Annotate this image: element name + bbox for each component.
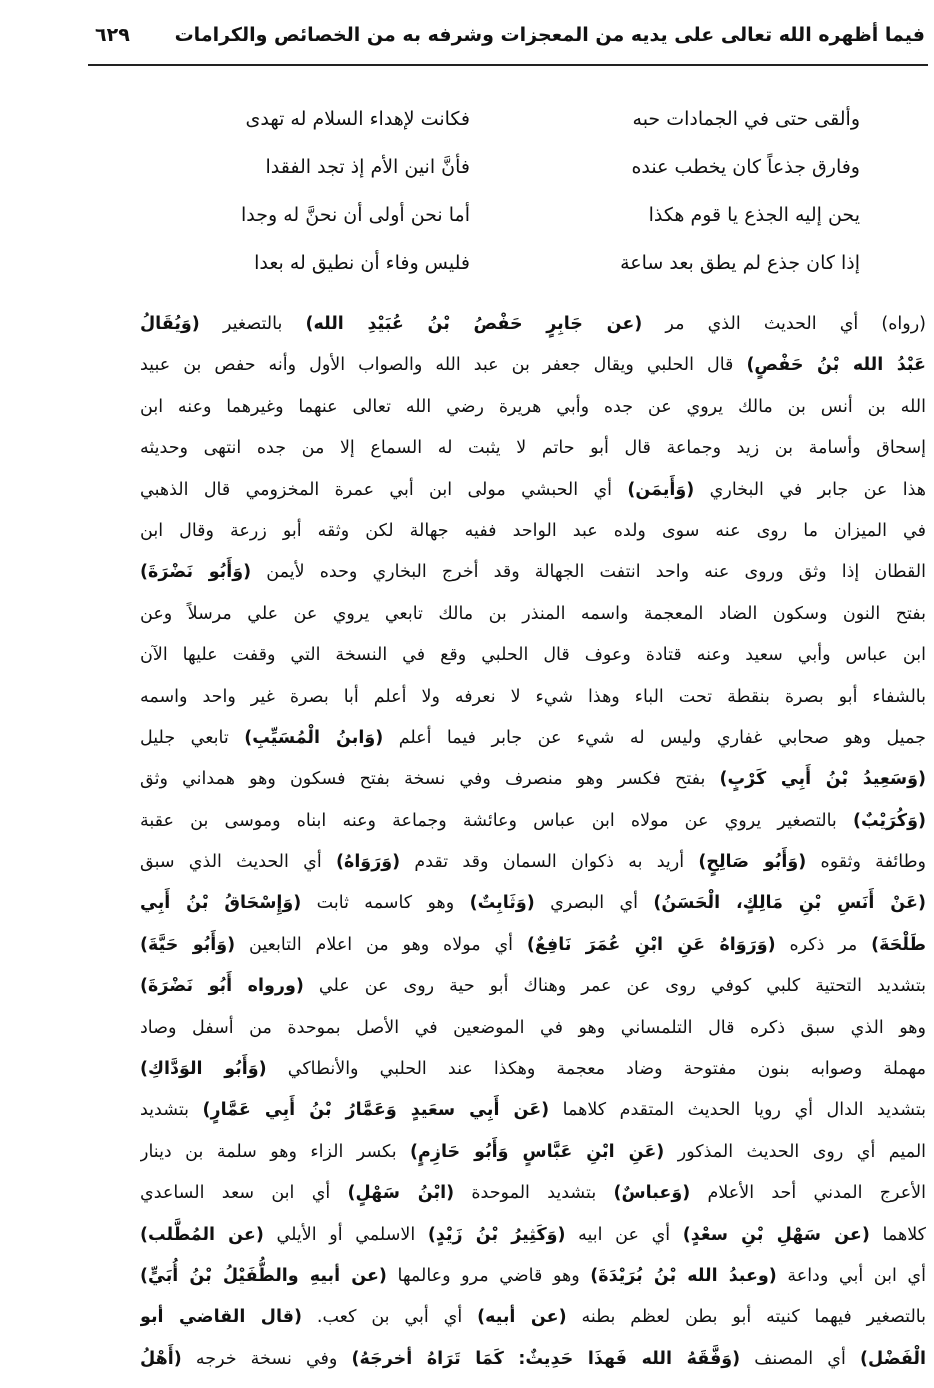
commentary-text: قال الحلبي ويقال جعفر بن عبد الله والصواب الأول وأنه حفص بن عبيد bbox=[140, 355, 747, 376]
text-line bbox=[140, 594, 926, 635]
verse-hemistich-right: وفارق جذعاً كان يخطب عنده bbox=[631, 156, 860, 178]
commentary-text: وهو كاسمه ثابت bbox=[301, 893, 470, 914]
verse-row bbox=[140, 252, 860, 300]
quoted-matn-text: (وعبدُ الله بْنُ بُرَيْدَةَ) bbox=[590, 1265, 777, 1286]
text-line bbox=[140, 883, 926, 924]
text-line bbox=[140, 759, 926, 800]
quoted-matn-text: (وَإِسْحَاقُ بْنُ أَبِي bbox=[140, 893, 302, 914]
commentary-text: في الميزان ما روى عنه سوى ولده عبد الواحد ففيه جهالة لكن وثقه أبو زرعة وقال ابن bbox=[140, 520, 926, 541]
commentary-text: بتشديد bbox=[140, 1100, 203, 1121]
commentary-text: أي الحديث الذي سبق bbox=[140, 852, 336, 873]
quoted-matn-text: طَلْحَةَ) bbox=[871, 934, 926, 955]
commentary-text: تابعي جليل bbox=[140, 727, 245, 748]
quoted-matn-text: (وَفَّقَهُ الله فَهذَا حَدِيثٌ: كَمَا تَرَاهُ أخرجَهُ) bbox=[351, 1348, 741, 1369]
quoted-matn-text: (قال القاضي أبو bbox=[140, 1307, 302, 1328]
text-line bbox=[140, 345, 926, 386]
quoted-matn-text: (عن المُطَّلب) bbox=[140, 1224, 264, 1245]
quoted-matn-text: (عَنِ ابْنِ عَبَّاسٍ وَأَبُو حَازِمٍ) bbox=[410, 1141, 665, 1162]
verse-row bbox=[140, 204, 860, 252]
quoted-matn-text: (عن سَهْلِ بْنِ سعْدٍ) bbox=[682, 1224, 870, 1245]
quoted-matn-text: (وَأَبُو صَالِحٍ) bbox=[698, 852, 807, 873]
text-line bbox=[140, 925, 926, 966]
text-line bbox=[140, 842, 926, 883]
body-text bbox=[140, 304, 926, 1380]
commentary-text: بفتح النون وسكون الضاد المعجمة واسمه المنذر بن مالك تابعي يروي عن علي مرسلاً وعن bbox=[140, 603, 926, 624]
text-line bbox=[140, 801, 926, 842]
quoted-matn-text: عَبْدُ الله بْنُ حَفْصٍ) bbox=[746, 355, 926, 376]
commentary-text: وطائفة وثقوه bbox=[806, 852, 926, 873]
verse-hemistich-left: فكانت لإهداء السلام له تهدى bbox=[245, 108, 470, 130]
quoted-matn-text: الْفَضْل) bbox=[859, 1348, 926, 1369]
commentary-text: بتشديد التحتية كلبي كوفي روى عن عمر وهناك أبو حية روى عن علي bbox=[303, 976, 926, 997]
text-line bbox=[140, 1132, 926, 1173]
commentary-text: مهملة وصوابه بنون مفتوحة وضاد معجمة وهكذا عند الحلبي والأنطاكي bbox=[266, 1059, 926, 1080]
commentary-text: القطان إذا وثق وروى عنه واحد انتفت الجهالة وقد أخرج البخاري وحده لأيمن bbox=[251, 562, 926, 583]
commentary-text: بالتصغير bbox=[199, 314, 306, 334]
commentary-text: مر ذكره bbox=[775, 934, 872, 955]
commentary-text: إسحاق وأسامة بن زيد وجماعة قال أبو حاتم لا يثبت له السماع إلا من جده انتهى وحديثه bbox=[140, 438, 926, 459]
commentary-text: أي مولاه وهو من اعلام التابعين bbox=[235, 934, 527, 955]
quoted-matn-text: (وَأَبُو الوَدَّاكِ) bbox=[140, 1059, 267, 1080]
commentary-text: جميل وهو صحابي غفاري وليس له شيء عن جابر فيما أعلم bbox=[383, 727, 926, 748]
quoted-matn-text: (ابْنُ سَهْلٍ) bbox=[347, 1183, 455, 1204]
text-line bbox=[140, 1173, 926, 1214]
verse-hemistich-left: أما نحن أولى أن نحنَّ له وجدا bbox=[241, 204, 470, 226]
text-line bbox=[140, 428, 926, 469]
commentary-text: أي البصري bbox=[534, 893, 654, 914]
commentary-text: أي عن ابيه bbox=[565, 1224, 683, 1245]
commentary-text: أي أبي بن كعب. bbox=[301, 1307, 478, 1328]
commentary-text: أي ابن سعد الساعدي bbox=[140, 1183, 348, 1204]
commentary-text: بالتصغير فيهما كنيته أبو بطن لعظم بطنه bbox=[566, 1307, 926, 1328]
text-line bbox=[140, 635, 926, 676]
commentary-text: وهو قاضي مرو وعالمها bbox=[386, 1265, 591, 1286]
commentary-text: هذا عن جابر في البخاري bbox=[694, 479, 926, 500]
verse-hemistich-right: إذا كان جذع لم يطق بعد ساعة bbox=[620, 252, 860, 274]
text-line bbox=[140, 1297, 926, 1338]
text-line bbox=[140, 470, 926, 511]
commentary-text: بفتح فكسر وهو منصرف وفي نسخة بفتح فسكون وهو همداني وثق bbox=[140, 769, 720, 790]
quoted-matn-text: (وَسَعِيدُ بْنُ أَبِي كَرْبٍ) bbox=[719, 769, 926, 790]
quoted-matn-text: (أَهْلُ bbox=[140, 1348, 182, 1369]
text-line bbox=[140, 966, 926, 1007]
text-line bbox=[140, 1339, 926, 1380]
quoted-matn-text: (عَنْ أَنَسِ بْنِ مَالِكٍ، الْحَسَنُ) bbox=[653, 893, 926, 914]
commentary-text: بكسر الزاء وهو سلمة بن دينار bbox=[140, 1141, 411, 1162]
commentary-text: أي الحبشي مولى ابن أبي عمرة المخزومي قال الذهبي bbox=[140, 479, 628, 500]
running-header-title: فيما أظهره الله تعالى على يديه من المعجزات وشرفه به من الخصائص والكرامات bbox=[174, 24, 925, 46]
page-number: ٦٢٩ bbox=[95, 24, 130, 46]
commentary-text: الميم أي روى الحديث المذكور bbox=[664, 1141, 926, 1162]
header-rule bbox=[88, 64, 928, 66]
quoted-matn-text: (عَن أَبِي سعَيدٍ وَعَمَّارُ بْنُ أَبِي عَمَّارٍ) bbox=[202, 1100, 550, 1121]
text-line bbox=[140, 511, 926, 552]
commentary-text: الأعرج المدني أحد الأعلام bbox=[690, 1183, 926, 1204]
text-line bbox=[140, 304, 926, 345]
commentary-text: أريد به ذكوان السمان وقد تقدم bbox=[400, 852, 699, 873]
commentary-text: الاسلمي أو الأيلي bbox=[263, 1224, 428, 1245]
verse-hemistich-left: فليس وفاء أن نطيق له بعدا bbox=[254, 252, 470, 274]
quoted-matn-text: (وَرَوَاهُ) bbox=[335, 852, 401, 873]
commentary-text: أي المصنف bbox=[740, 1348, 860, 1369]
quoted-matn-text: (وَكَثِيرُ بْنُ زَيْدٍ) bbox=[427, 1224, 566, 1245]
quoted-matn-text: (وَأَبُو نَضْرَةَ) bbox=[140, 562, 252, 583]
verse-row bbox=[140, 108, 860, 156]
commentary-text: بتشديد الدال أي رويا الحديث المتقدم كلاهما bbox=[549, 1100, 926, 1121]
quoted-matn-text: (وَيُقَالُ bbox=[140, 314, 200, 334]
commentary-text: وفي نسخة خرجه bbox=[181, 1348, 352, 1369]
quoted-matn-text: (عن أبيه) bbox=[477, 1307, 567, 1328]
commentary-text: كلاهما bbox=[869, 1224, 926, 1245]
commentary-text: وهو الذي سبق ذكره قال التلمساني وهو في الموضعين في الأصل بموحدة من أسفل وصاد bbox=[140, 1017, 926, 1038]
quoted-matn-text: (وَعباسٌ) bbox=[613, 1183, 691, 1204]
text-line bbox=[140, 1256, 926, 1297]
text-line bbox=[140, 387, 926, 428]
commentary-text: ابن عباس وأبي سعيد وعنه قتادة وعوف قال الحلبي وقع في النسخة التي وقفت عليها الآن bbox=[140, 645, 926, 666]
text-line bbox=[140, 1008, 926, 1049]
text-line bbox=[140, 552, 926, 593]
quoted-matn-text: (ورواه أَبُو نَضْرَةَ) bbox=[140, 976, 304, 997]
verse-hemistich-right: يحن إليه الجذع يا قوم هكذا bbox=[648, 204, 860, 226]
text-line bbox=[140, 718, 926, 759]
text-line bbox=[140, 677, 926, 718]
quoted-matn-text: (وَأَيمَن) bbox=[627, 479, 695, 500]
running-header bbox=[90, 18, 925, 58]
quoted-matn-text: (وَأَبُو حَيَّةَ) bbox=[140, 934, 236, 955]
verse-hemistich-left: فأنَّ انين الأم إذ تجد الفقدا bbox=[265, 156, 470, 178]
commentary-text: بتشديد الموحدة bbox=[454, 1183, 614, 1204]
verse-hemistich-right: وألقى حتى في الجمادات حبه bbox=[632, 108, 860, 130]
quoted-matn-text: (وَابنُ الْمُسَيِّبِ) bbox=[244, 727, 384, 748]
text-line bbox=[140, 1090, 926, 1131]
quoted-matn-text: (عن أبيهِ والطُّفَيْلُ بْنُ أُبَيٍّ) bbox=[140, 1265, 387, 1286]
text-line bbox=[140, 1049, 926, 1090]
commentary-text: بالشفاء أبو بصرة بنقطة تحت الباء وهذا شيء لا نعرفه ولا أعلم أبا بصرة غير واحد واسمه bbox=[140, 686, 926, 707]
text-line bbox=[140, 1215, 926, 1256]
commentary-text: بالتصغير يروي عن مولاه ابن عباس وعائشة وجماعة وعنه ابناه وموسى بن عقبة bbox=[140, 810, 853, 831]
commentary-text: (رواه) أي الحديث الذي مر bbox=[642, 314, 926, 334]
commentary-text: أي ابن أبي وداعة bbox=[776, 1265, 926, 1286]
quoted-matn-text: (وَرَوَاهُ عَنِ ابْنِ عُمَرَ نَافِعٌ) bbox=[526, 934, 776, 955]
quoted-matn-text: (عن جَابِرٍ حَفْصُ بْنُ عُبَيْدِ الله) bbox=[305, 314, 643, 334]
verse-row bbox=[140, 156, 860, 204]
quoted-matn-text: (وَثَابِتٌ) bbox=[469, 893, 535, 914]
quoted-matn-text: (وَكُرَيْبٌ) bbox=[852, 810, 926, 831]
poem-verses bbox=[140, 108, 860, 300]
commentary-text: الله بن أنس بن مالك يروي عن جده وأبي هريرة رضي الله تعالى عنهما وغيرهما وعنه ابن bbox=[140, 396, 926, 417]
